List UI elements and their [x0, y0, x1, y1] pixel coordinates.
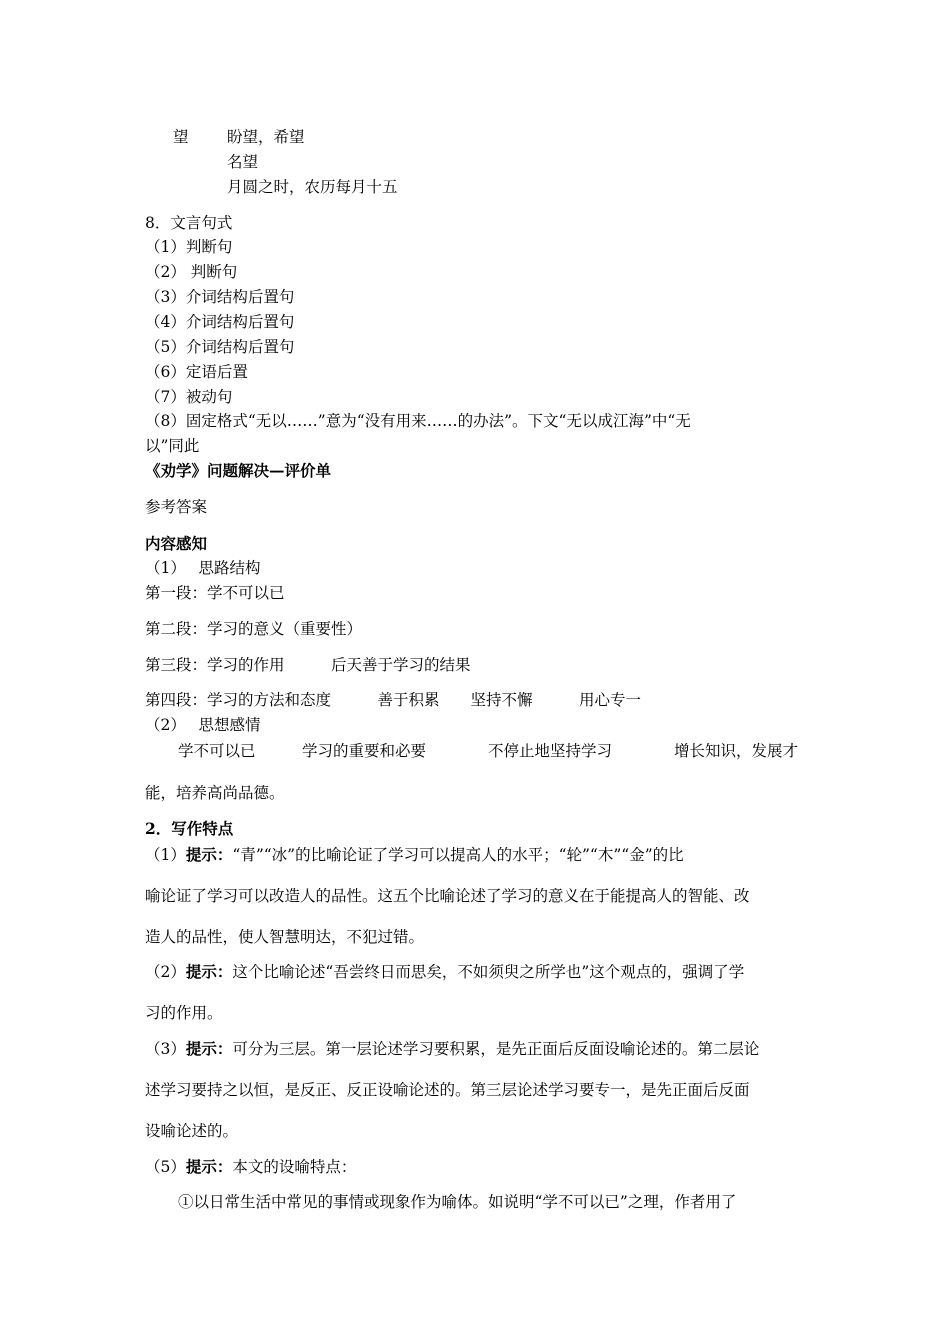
- item-text: 习的作用。: [145, 1004, 223, 1022]
- writing-item-3-first-line: [145, 1039, 759, 1059]
- item-text: 这个比喻论述“吾尝终日而思矣，不如须臾之所学也”这个观点的，强调了学: [232, 963, 745, 981]
- writing-item-2-first-line: [145, 962, 744, 982]
- sentence-pattern-item: （1）判断句: [145, 238, 233, 256]
- hint-label: 提示：: [185, 1157, 233, 1176]
- sentence-pattern-item: （6）定语后置: [145, 363, 248, 381]
- evaluation-title: 《劝学》问题解决—评价单: [145, 461, 332, 480]
- sentence-pattern-item: （3）介词结构后置句: [145, 288, 295, 306]
- emotion-line: 学不可以已 学习的重要和必要 不停止地坚持学习 增长知识，发展才: [178, 742, 799, 760]
- paragraph-summary: 第三段：学习的作用 后天善于学习的结果: [145, 656, 471, 674]
- wang-word: 望: [173, 128, 189, 146]
- sentence-pattern-item: （7）被动句: [145, 388, 233, 406]
- hint-label: 提示：: [185, 962, 233, 981]
- writing-item-1-first-line: [145, 845, 684, 865]
- sentence-pattern-item: （4）介词结构后置句: [145, 313, 295, 331]
- paragraph-summary: 第一段：学不可以已: [145, 584, 285, 602]
- item-number: （3）: [145, 1040, 186, 1058]
- item-number: （2）: [145, 963, 186, 981]
- emotion-label: （2） 思想感情: [145, 716, 261, 734]
- item-text: 本文的设喻特点：: [232, 1158, 357, 1176]
- sentence-pattern-item: （5）介词结构后置句: [145, 338, 295, 356]
- wang-meaning-3: 月圆之时，农历每月十五: [227, 178, 398, 196]
- paragraph-summary: 第四段：学习的方法和态度 善于积累 坚持不懈 用心专一: [145, 691, 642, 709]
- sentence-pattern-item: 以”同此: [145, 437, 200, 455]
- item-text: 述学习要持之以恒，是反正、反正设喻论述的。第三层论述学习要专一，是先正面后反面: [145, 1081, 750, 1099]
- item-number: （5）: [145, 1158, 186, 1176]
- item-text: 可分为三层。第一层论述学习要积累，是先正面后反面设喻论述的。第二层论: [232, 1040, 760, 1058]
- sentence-patterns-heading: 8．文言句式: [145, 214, 233, 232]
- item-number: （1）: [145, 846, 186, 864]
- item-text: 设喻论述的。: [145, 1122, 239, 1140]
- hint-label: 提示：: [185, 845, 233, 864]
- wang-meaning-2: 名望: [227, 153, 259, 171]
- paragraph-summary: 第二段：学习的意义（重要性）: [145, 620, 363, 638]
- sentence-pattern-item: （2） 判断句: [145, 263, 238, 281]
- structure-label: （1） 思路结构: [145, 559, 261, 577]
- hint-label: 提示：: [185, 1039, 233, 1058]
- item-text: ①以日常生活中常见的事情或现象作为喻体。如说明“学不可以已”之理，作者用了: [178, 1193, 737, 1211]
- emotion-line: 能，培养高尚品德。: [145, 784, 285, 802]
- sentence-pattern-item: （8）固定格式“无以……”意为“没有用来……的办法”。下文“无以成江海”中“无: [145, 412, 691, 430]
- writing-item-5-first-line: [145, 1157, 356, 1177]
- reference-answer-label: 参考答案: [145, 498, 208, 516]
- item-text: 造人的品性，使人智慧明达，不犯过错。: [145, 928, 425, 946]
- item-text: 喻论证了学习可以改造人的品性。这五个比喻论述了学习的意义在于能提高人的智能、改: [145, 887, 750, 905]
- wang-meaning-1: 盼望，希望: [227, 128, 305, 146]
- content-perception-heading: 内容感知: [145, 534, 208, 553]
- item-text: “青”“冰”的比喻论证了学习可以提高人的水平；“轮”“木”“金”的比: [232, 846, 684, 864]
- writing-features-heading: 2．写作特点: [145, 819, 234, 838]
